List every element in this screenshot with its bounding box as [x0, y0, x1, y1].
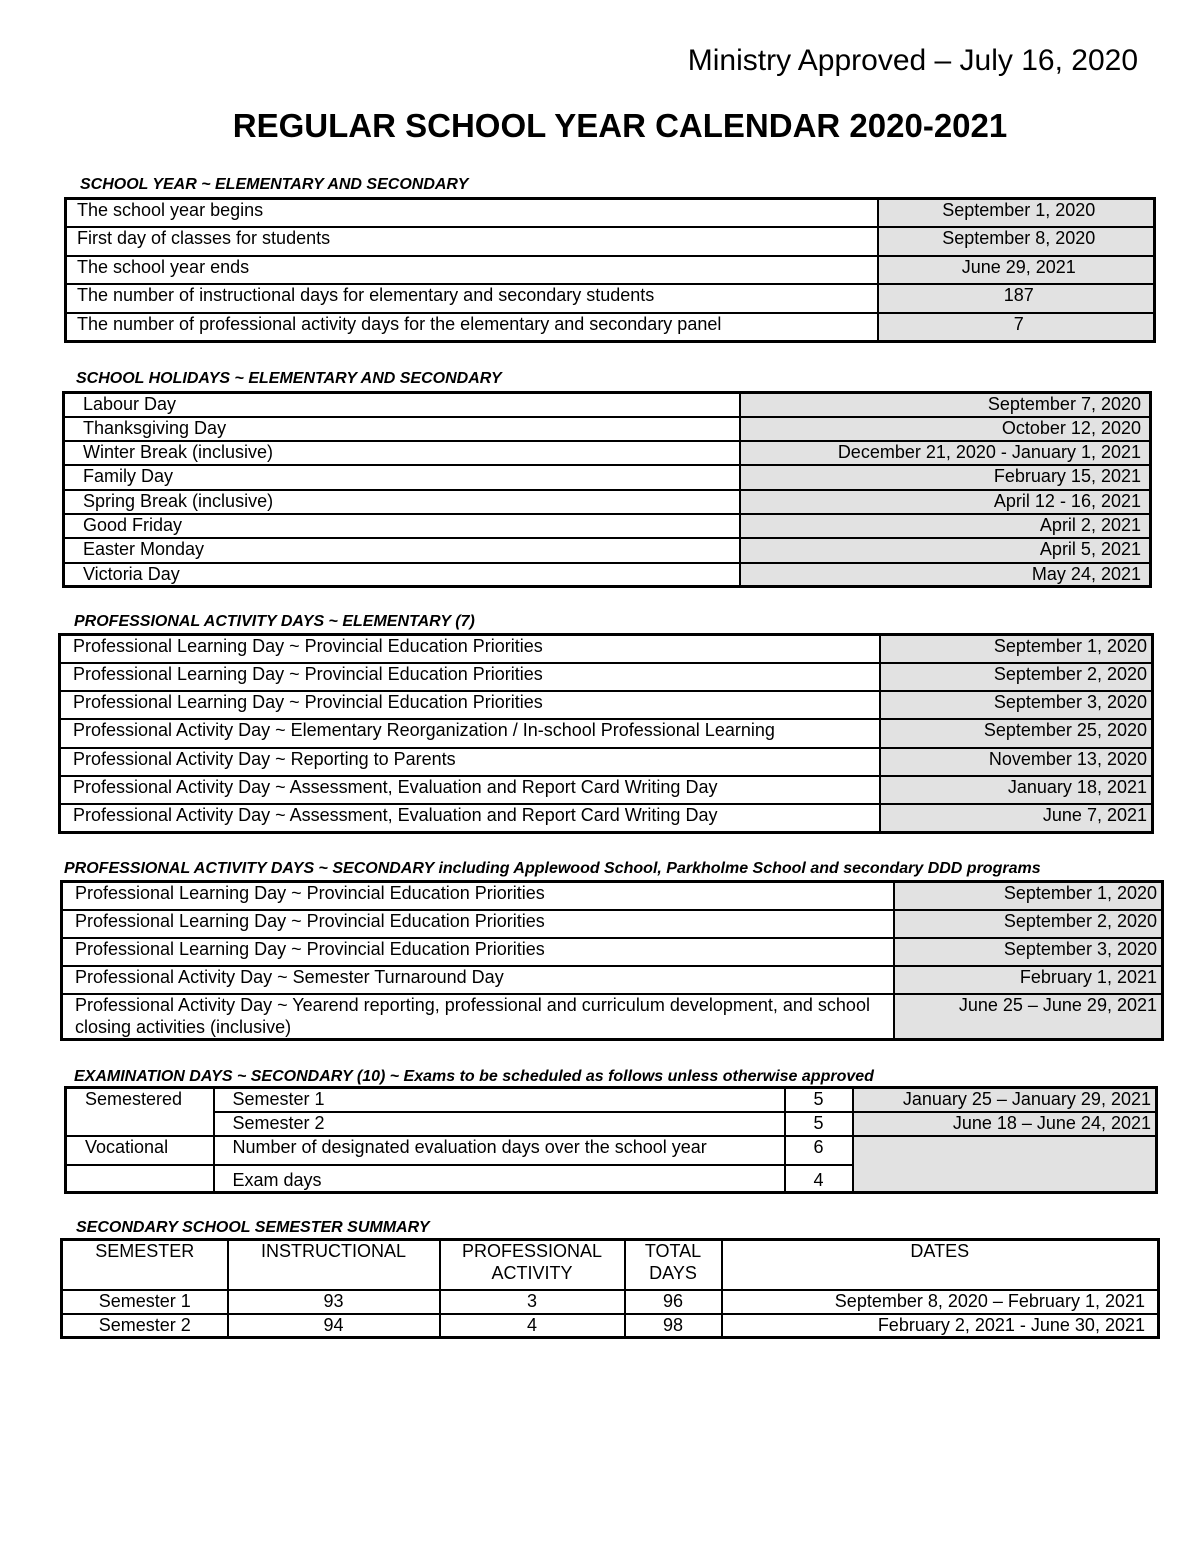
exam-category: Vocational	[66, 1136, 214, 1165]
row-label: Professional Learning Day ~ Provincial Education Priorities	[60, 691, 880, 719]
row-label: Labour Day	[64, 393, 740, 417]
total-days: 96	[625, 1290, 722, 1314]
row-value: September 1, 2020	[878, 199, 1155, 228]
row-value: September 3, 2020	[880, 691, 1153, 719]
table-row	[66, 256, 1155, 285]
table-row	[64, 538, 1151, 562]
exam-dates: January 25 – January 29, 2021	[853, 1088, 1157, 1112]
column-header-dates: DATES	[722, 1240, 1159, 1290]
table-row	[60, 804, 1153, 832]
table-row	[62, 938, 1163, 966]
pa-elementary-table	[58, 633, 1154, 834]
approval-note: Ministry Approved – July 16, 2020	[687, 44, 1138, 77]
row-label: Easter Monday	[64, 538, 740, 562]
row-value: September 1, 2020	[894, 882, 1163, 910]
table-row	[60, 719, 1153, 747]
table-row	[66, 284, 1155, 313]
row-label: Professional Activity Day ~ Yearend reporting, professional and curriculum development, and school closing activities (inclusive)	[62, 994, 894, 1040]
semester-summary-table	[60, 1238, 1160, 1339]
exam-description: Semester 1	[214, 1088, 785, 1112]
exam-days: 4	[785, 1165, 853, 1193]
row-label: The number of instructional days for elementary and secondary students	[66, 284, 878, 313]
row-label: Family Day	[64, 465, 740, 489]
exam-days: 5	[785, 1112, 853, 1136]
row-value: November 13, 2020	[880, 748, 1153, 776]
page-title: REGULAR SCHOOL YEAR CALENDAR 2020-2021	[232, 107, 1008, 144]
professional-activity-days: 4	[440, 1314, 625, 1338]
table-row	[64, 563, 1151, 587]
pa-secondary-heading: PROFESSIONAL ACTIVITY DAYS ~ SECONDARY including Applewood School, Parkholme School and secondary DDD programs	[64, 860, 1041, 877]
table-row	[64, 393, 1151, 417]
row-label: Professional Learning Day ~ Provincial Education Priorities	[62, 938, 894, 966]
table-row	[64, 490, 1151, 514]
row-value: September 7, 2020	[740, 393, 1151, 417]
holidays-table	[62, 391, 1152, 588]
header-line: DAYS	[649, 1262, 697, 1283]
exam-category	[66, 1165, 214, 1193]
table-row	[66, 1112, 1157, 1136]
exam-days: 5	[785, 1088, 853, 1112]
row-value: February 15, 2021	[740, 465, 1151, 489]
exam-category	[66, 1112, 214, 1136]
table-row	[66, 227, 1155, 256]
row-label: Thanksgiving Day	[64, 417, 740, 441]
semester-dates: September 8, 2020 – February 1, 2021	[722, 1290, 1159, 1314]
row-value: September 2, 2020	[894, 910, 1163, 938]
row-value: September 8, 2020	[878, 227, 1155, 256]
row-value: April 12 - 16, 2021	[740, 490, 1151, 514]
row-label: Winter Break (inclusive)	[64, 441, 740, 465]
exam-description: Number of designated evaluation days over the school year	[214, 1136, 785, 1165]
row-value: January 18, 2021	[880, 776, 1153, 804]
table-row	[64, 441, 1151, 465]
row-label: Professional Learning Day ~ Provincial Education Priorities	[60, 663, 880, 691]
column-header-total-days	[625, 1240, 722, 1290]
table-row	[62, 1290, 1159, 1314]
table-row	[64, 514, 1151, 538]
table-row	[62, 882, 1163, 910]
row-value: September 1, 2020	[880, 635, 1153, 663]
header-line: TOTAL	[644, 1241, 702, 1261]
column-header-semester: SEMESTER	[62, 1240, 228, 1290]
row-label: Professional Activity Day ~ Reporting to Parents	[60, 748, 880, 776]
row-label: The school year begins	[66, 199, 878, 228]
table-row	[66, 1088, 1157, 1112]
exams-heading: EXAMINATION DAYS ~ SECONDARY (10) ~ Exams to be scheduled as follows unless otherwise approved	[74, 1068, 874, 1085]
row-label: First day of classes for students	[66, 227, 878, 256]
instructional-days: 93	[228, 1290, 440, 1314]
instructional-days: 94	[228, 1314, 440, 1338]
row-value: 7	[878, 313, 1155, 342]
table-row	[62, 1314, 1159, 1338]
semester-summary-heading: SECONDARY SCHOOL SEMESTER SUMMARY	[76, 1219, 430, 1236]
table-row	[66, 313, 1155, 342]
header-line: PROFESSIONAL	[461, 1241, 603, 1261]
exams-table	[64, 1086, 1158, 1194]
row-label: The number of professional activity days for the elementary and secondary panel	[66, 313, 878, 342]
pa-secondary-table	[60, 880, 1164, 1041]
holidays-heading: SCHOOL HOLIDAYS ~ ELEMENTARY AND SECONDARY	[76, 370, 502, 387]
exam-dates	[853, 1136, 1157, 1193]
row-value: June 25 – June 29, 2021	[894, 994, 1163, 1040]
table-row	[60, 663, 1153, 691]
table-row	[62, 910, 1163, 938]
row-value: May 24, 2021	[740, 563, 1151, 587]
row-label: The school year ends	[66, 256, 878, 285]
column-header-instructional: INSTRUCTIONAL	[228, 1240, 440, 1290]
row-value: June 29, 2021	[878, 256, 1155, 285]
row-label: Professional Learning Day ~ Provincial Education Priorities	[62, 882, 894, 910]
row-value: September 2, 2020	[880, 663, 1153, 691]
exam-description: Semester 2	[214, 1112, 785, 1136]
row-value: December 21, 2020 - January 1, 2021	[740, 441, 1151, 465]
total-days: 98	[625, 1314, 722, 1338]
exam-days: 6	[785, 1136, 853, 1165]
row-label: Professional Activity Day ~ Semester Turnaround Day	[62, 966, 894, 994]
row-label: Professional Learning Day ~ Provincial Education Priorities	[62, 910, 894, 938]
row-label: Professional Learning Day ~ Provincial Education Priorities	[60, 635, 880, 663]
header-row	[62, 1240, 1159, 1290]
table-row	[60, 635, 1153, 663]
row-value: 187	[878, 284, 1155, 313]
table-row	[60, 691, 1153, 719]
row-value: October 12, 2020	[740, 417, 1151, 441]
table-row	[64, 417, 1151, 441]
table-row	[64, 465, 1151, 489]
row-label: Spring Break (inclusive)	[64, 490, 740, 514]
exam-description: Exam days	[214, 1165, 785, 1193]
row-value: April 2, 2021	[740, 514, 1151, 538]
semester-name: Semester 2	[62, 1314, 228, 1338]
table-row	[60, 748, 1153, 776]
row-value: September 3, 2020	[894, 938, 1163, 966]
table-row	[62, 994, 1163, 1040]
semester-name: Semester 1	[62, 1290, 228, 1314]
row-label: Professional Activity Day ~ Assessment, Evaluation and Report Card Writing Day	[60, 776, 880, 804]
semester-dates: February 2, 2021 - June 30, 2021	[722, 1314, 1159, 1338]
row-value: June 7, 2021	[880, 804, 1153, 832]
professional-activity-days: 3	[440, 1290, 625, 1314]
school-year-table	[64, 197, 1156, 343]
row-value: September 25, 2020	[880, 719, 1153, 747]
header-line: ACTIVITY	[491, 1262, 573, 1283]
table-row	[60, 776, 1153, 804]
row-label: Professional Activity Day ~ Elementary Reorganization / In-school Professional Learning	[60, 719, 880, 747]
row-label: Professional Activity Day ~ Assessment, Evaluation and Report Card Writing Day	[60, 804, 880, 832]
school-year-heading: SCHOOL YEAR ~ ELEMENTARY AND SECONDARY	[80, 176, 469, 193]
table-row	[66, 199, 1155, 228]
column-header-professional-activity	[440, 1240, 625, 1290]
row-value: April 5, 2021	[740, 538, 1151, 562]
row-label: Good Friday	[64, 514, 740, 538]
exam-category: Semestered	[66, 1088, 214, 1112]
table-row	[62, 966, 1163, 994]
row-value: February 1, 2021	[894, 966, 1163, 994]
table-row	[66, 1136, 1157, 1165]
row-label: Victoria Day	[64, 563, 740, 587]
pa-elementary-heading: PROFESSIONAL ACTIVITY DAYS ~ ELEMENTARY (7)	[74, 613, 475, 630]
exam-dates: June 18 – June 24, 2021	[853, 1112, 1157, 1136]
